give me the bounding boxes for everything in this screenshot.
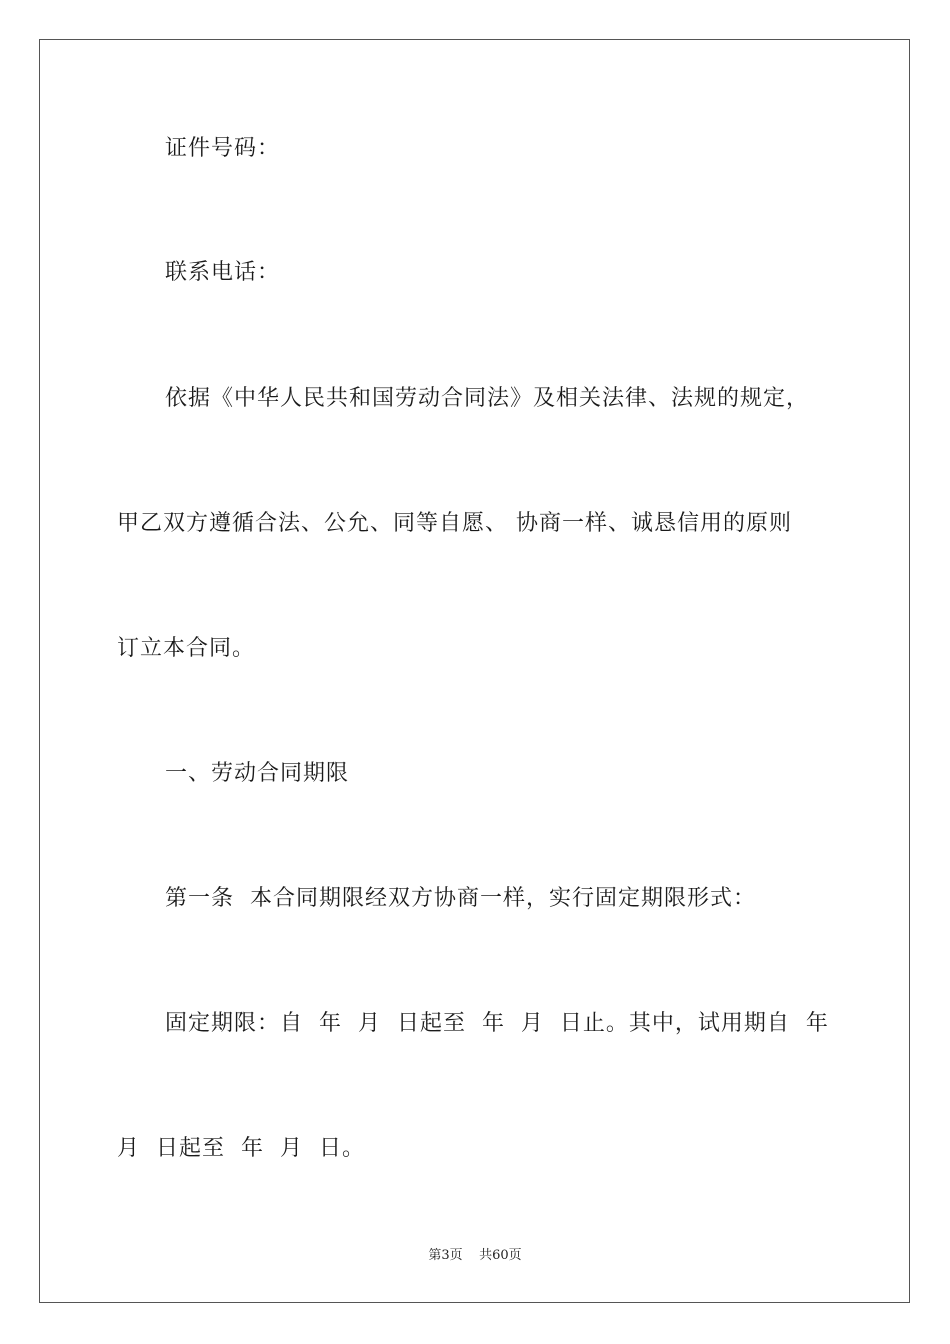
article-one: 第一条 本合同期限经双方协商一样，实行固定期限形式：	[165, 886, 756, 911]
fixed-term-line-1: 固定期限：自 年 月 日起至 年 月 日止。其中，试用期自 年	[165, 1011, 829, 1036]
paragraph-line-3: 订立本合同。	[117, 636, 256, 661]
fixed-term-line-2: 月 日起至 年 月 日。	[117, 1136, 365, 1161]
phone-label: 联系电话：	[165, 260, 281, 285]
id-number-label: 证件号码：	[165, 136, 281, 161]
section-heading: 一、劳动合同期限	[165, 761, 350, 786]
page-footer: 第3页 共60页	[428, 1248, 522, 1263]
paragraph-line-2: 甲乙双方遵循合法、公允、同等自愿、 协商一样、诚恳信用的原则	[117, 511, 792, 536]
page-border	[39, 39, 910, 1303]
paragraph-line-1: 依据《中华人民共和国劳动合同法》及相关法律、法规的规定，	[165, 386, 810, 411]
